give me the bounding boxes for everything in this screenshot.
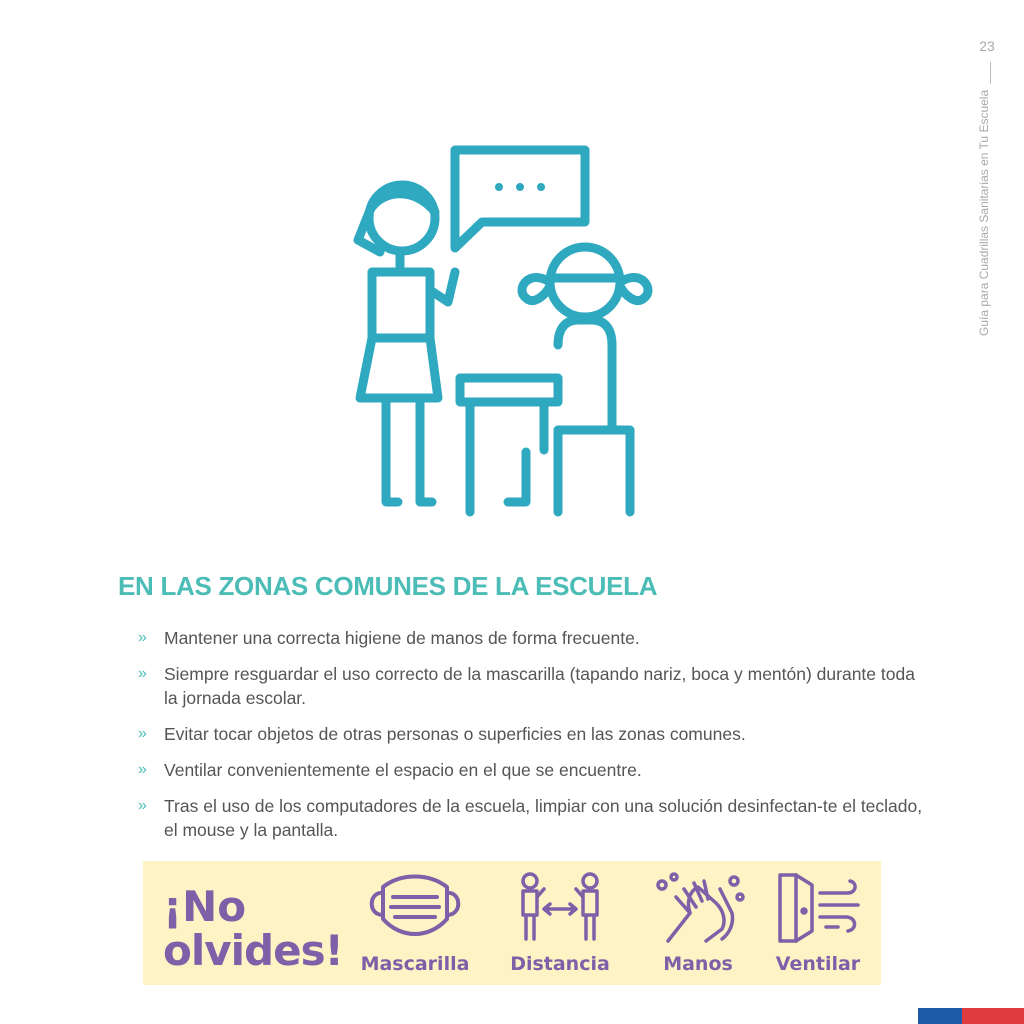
reminder-item-manos xyxy=(638,869,758,979)
bullet-marker: » xyxy=(138,761,147,778)
running-title: Guía para Cuadrillas Sanitarias en Tu Escuela xyxy=(977,89,991,336)
teacher-leg xyxy=(386,398,398,502)
bullet-marker: » xyxy=(138,629,147,646)
bullet-marker: » xyxy=(138,725,147,742)
reminder-heading xyxy=(163,882,343,975)
reminder-label: Ventilar xyxy=(775,953,861,975)
teacher-leg xyxy=(420,398,432,502)
teacher-torso xyxy=(372,272,430,338)
reminder-heading-line1: ¡No xyxy=(163,882,247,931)
list-item-text: Evitar tocar objetos de otras personas o superficies en las zonas comunes. xyxy=(164,724,746,744)
list-item xyxy=(134,794,924,842)
reminder-label: Mascarilla xyxy=(360,953,470,975)
list-item-text: Ventilar convenientemente el espacio en el que se encuentre. xyxy=(164,760,642,780)
section-title: EN LAS ZONAS COMUNES DE LA ESCUELA xyxy=(118,571,658,601)
reminder-label: Manos xyxy=(663,953,733,975)
reminder-heading-line2: olvides! xyxy=(163,926,343,975)
list-item xyxy=(134,662,924,710)
student-pigtail xyxy=(620,277,648,300)
guideline-list xyxy=(134,626,924,854)
list-item xyxy=(134,758,924,782)
distance-icon xyxy=(508,869,612,945)
teacher-skirt xyxy=(360,338,438,398)
reminder-item-mascarilla xyxy=(355,869,475,979)
list-item xyxy=(134,626,924,650)
reminder-label: Distancia xyxy=(510,953,610,975)
chair-seat xyxy=(558,430,630,512)
list-item-text: Mantener una correcta higiene de manos de forma frecuente. xyxy=(164,628,640,648)
face-mask-icon xyxy=(363,869,467,945)
bullet-marker: » xyxy=(138,665,147,682)
reminder-item-distancia xyxy=(500,869,620,979)
teacher-student-desk-illustration xyxy=(330,140,670,520)
page-number: 23 xyxy=(979,38,995,54)
list-item-text: Tras el uso de los computadores de la escuela, limpiar con una solución desinfectan-te el teclado, el mouse y la pantalla. xyxy=(164,796,923,840)
ventilation-icon xyxy=(766,869,870,945)
speech-bubble-icon xyxy=(455,150,585,248)
speech-dot xyxy=(495,183,503,191)
speech-dot xyxy=(516,183,524,191)
student-body xyxy=(558,320,612,430)
student-pigtail xyxy=(522,277,550,300)
list-item-text: Siempre resguardar el uso correcto de la mascarilla (tapando nariz, boca y mentón) durante toda la jornada escolar. xyxy=(164,664,915,708)
flag-stripe-blue xyxy=(918,1008,962,1024)
flag-stripe-red xyxy=(962,1008,1024,1024)
student-leg xyxy=(508,452,526,502)
list-item xyxy=(134,722,924,746)
reminder-banner xyxy=(143,861,881,985)
reminder-item-ventilar xyxy=(758,869,878,979)
bullet-marker: » xyxy=(138,797,147,814)
speech-dot xyxy=(537,183,545,191)
hand-washing-icon xyxy=(646,869,750,945)
